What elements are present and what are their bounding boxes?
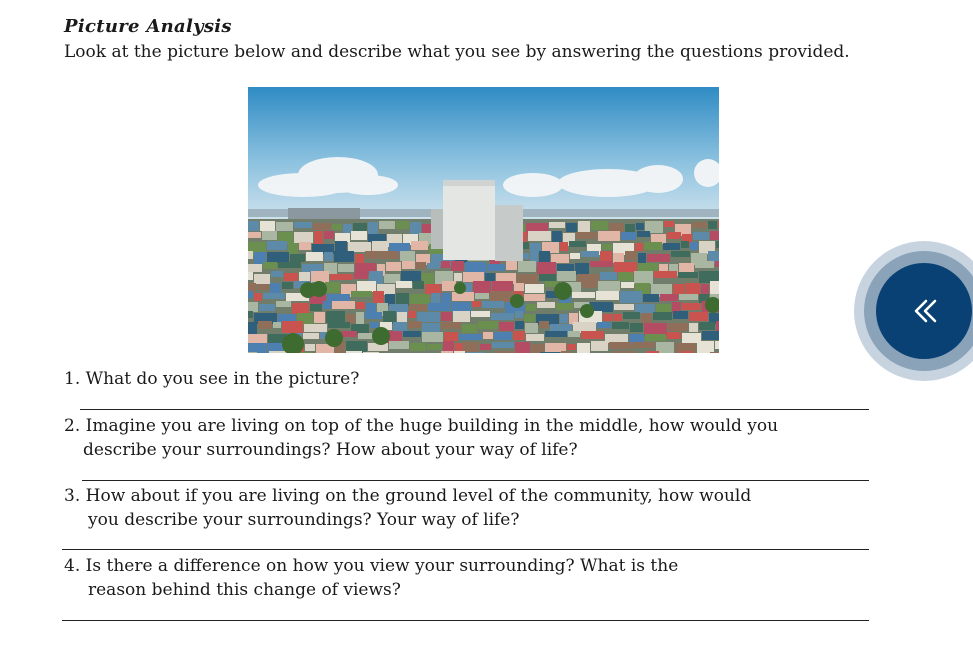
question-number: 3. xyxy=(64,486,81,506)
answer-line-4[interactable] xyxy=(62,620,869,621)
question-number: 2. xyxy=(64,416,81,436)
question-text-continued: reason behind this change of views? xyxy=(88,580,401,600)
question-text: What do you see in the picture? xyxy=(85,369,360,389)
question-text-continued: you describe your surroundings? Your way of life? xyxy=(88,510,520,530)
question-text: How about if you are living on the ground level of the community, how would xyxy=(85,486,752,506)
question-3 xyxy=(64,484,884,532)
question-text: Is there a difference on how you view your surrounding? What is the xyxy=(85,556,679,576)
worksheet-instruction: Look at the picture below and describe what you see by answering the questions provided. xyxy=(64,42,850,62)
question-text: Imagine you are living on top of the huge building in the middle, how would you xyxy=(85,416,779,436)
answer-line-3[interactable] xyxy=(62,549,869,550)
question-2 xyxy=(64,414,884,462)
question-1 xyxy=(64,367,359,391)
question-text-continued: describe your surroundings? How about your way of life? xyxy=(83,440,578,460)
question-4 xyxy=(64,554,884,602)
city-photo xyxy=(248,87,719,353)
answer-line-2[interactable] xyxy=(82,480,869,481)
worksheet-title: Picture Analysis xyxy=(64,16,232,37)
back-button[interactable] xyxy=(876,263,972,359)
question-number: 1. xyxy=(64,369,81,389)
city-photo-illustration xyxy=(248,87,719,353)
answer-line-1[interactable] xyxy=(80,409,869,410)
question-number: 4. xyxy=(64,556,81,576)
chevrons-left-icon xyxy=(904,291,944,331)
